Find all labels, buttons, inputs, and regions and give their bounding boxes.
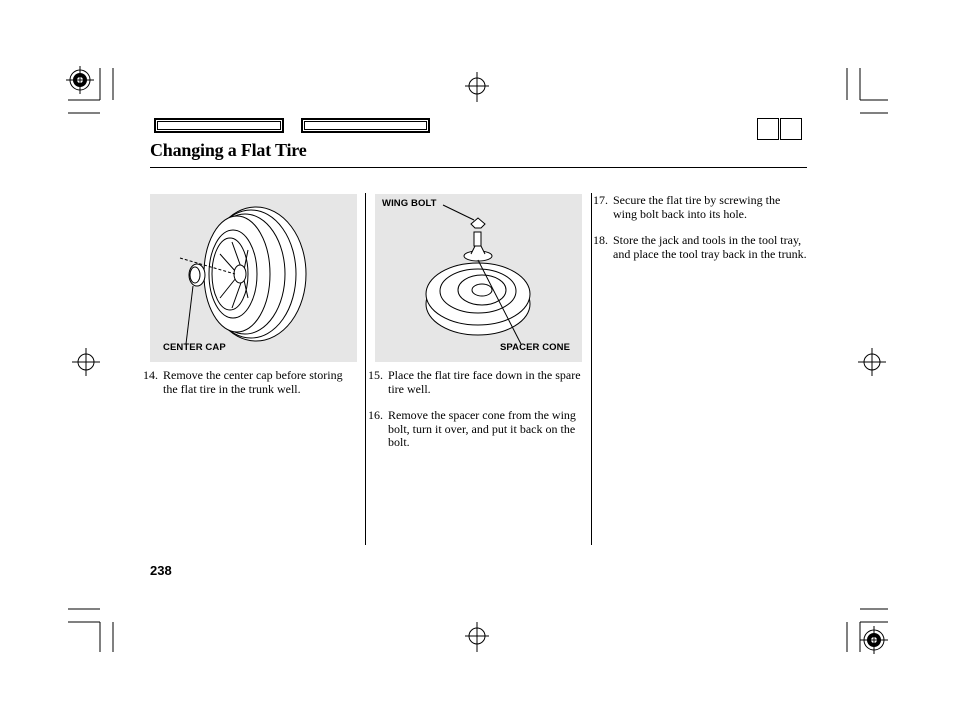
column-divider-2 <box>591 193 592 545</box>
figure-center-cap <box>150 194 357 362</box>
step-number: 17. <box>593 193 608 207</box>
step-number: 14. <box>143 368 158 382</box>
figure-label-center-cap: CENTER CAP <box>163 342 226 353</box>
step-text: Secure the flat tire by screwing the wing bolt back into its hole. <box>613 193 781 221</box>
nav-button-index[interactable] <box>301 118 430 133</box>
step-18 <box>593 234 807 261</box>
tire-side-illustration <box>150 194 357 362</box>
step-text: Remove the spacer cone from the wing bolt, turn it over, and put it back on the bolt. <box>388 408 576 449</box>
prev-page-button[interactable] <box>757 118 779 140</box>
register-sunburst-bottom-right <box>860 626 888 654</box>
step-number: 16. <box>368 408 383 422</box>
step-15 <box>368 369 582 396</box>
figure-label-spacer-cone: SPACER CONE <box>500 342 571 353</box>
tire-face-down-illustration <box>375 194 582 362</box>
step-text: Place the flat tire face down in the spare tire well. <box>388 368 581 396</box>
register-sunburst-top-left <box>66 66 94 94</box>
nav-button-main-menu[interactable] <box>154 118 284 133</box>
page-title: Changing a Flat Tire <box>150 140 307 160</box>
next-page-button[interactable] <box>780 118 802 140</box>
step-14 <box>143 369 353 396</box>
title-rule <box>150 167 807 168</box>
step-17 <box>593 194 807 221</box>
step-number: 15. <box>368 368 383 382</box>
page-number: 238 <box>150 563 172 578</box>
step-text: Store the jack and tools in the tool tray, and place the tool tray back in the trunk. <box>613 233 807 261</box>
step-number: 18. <box>593 233 608 247</box>
column-divider-1 <box>365 193 366 545</box>
figure-wing-bolt <box>375 194 582 362</box>
figure-label-wing-bolt: WING BOLT <box>382 198 437 209</box>
step-text: Remove the center cap before storing the flat tire in the trunk well. <box>163 368 343 396</box>
step-16 <box>368 409 582 450</box>
